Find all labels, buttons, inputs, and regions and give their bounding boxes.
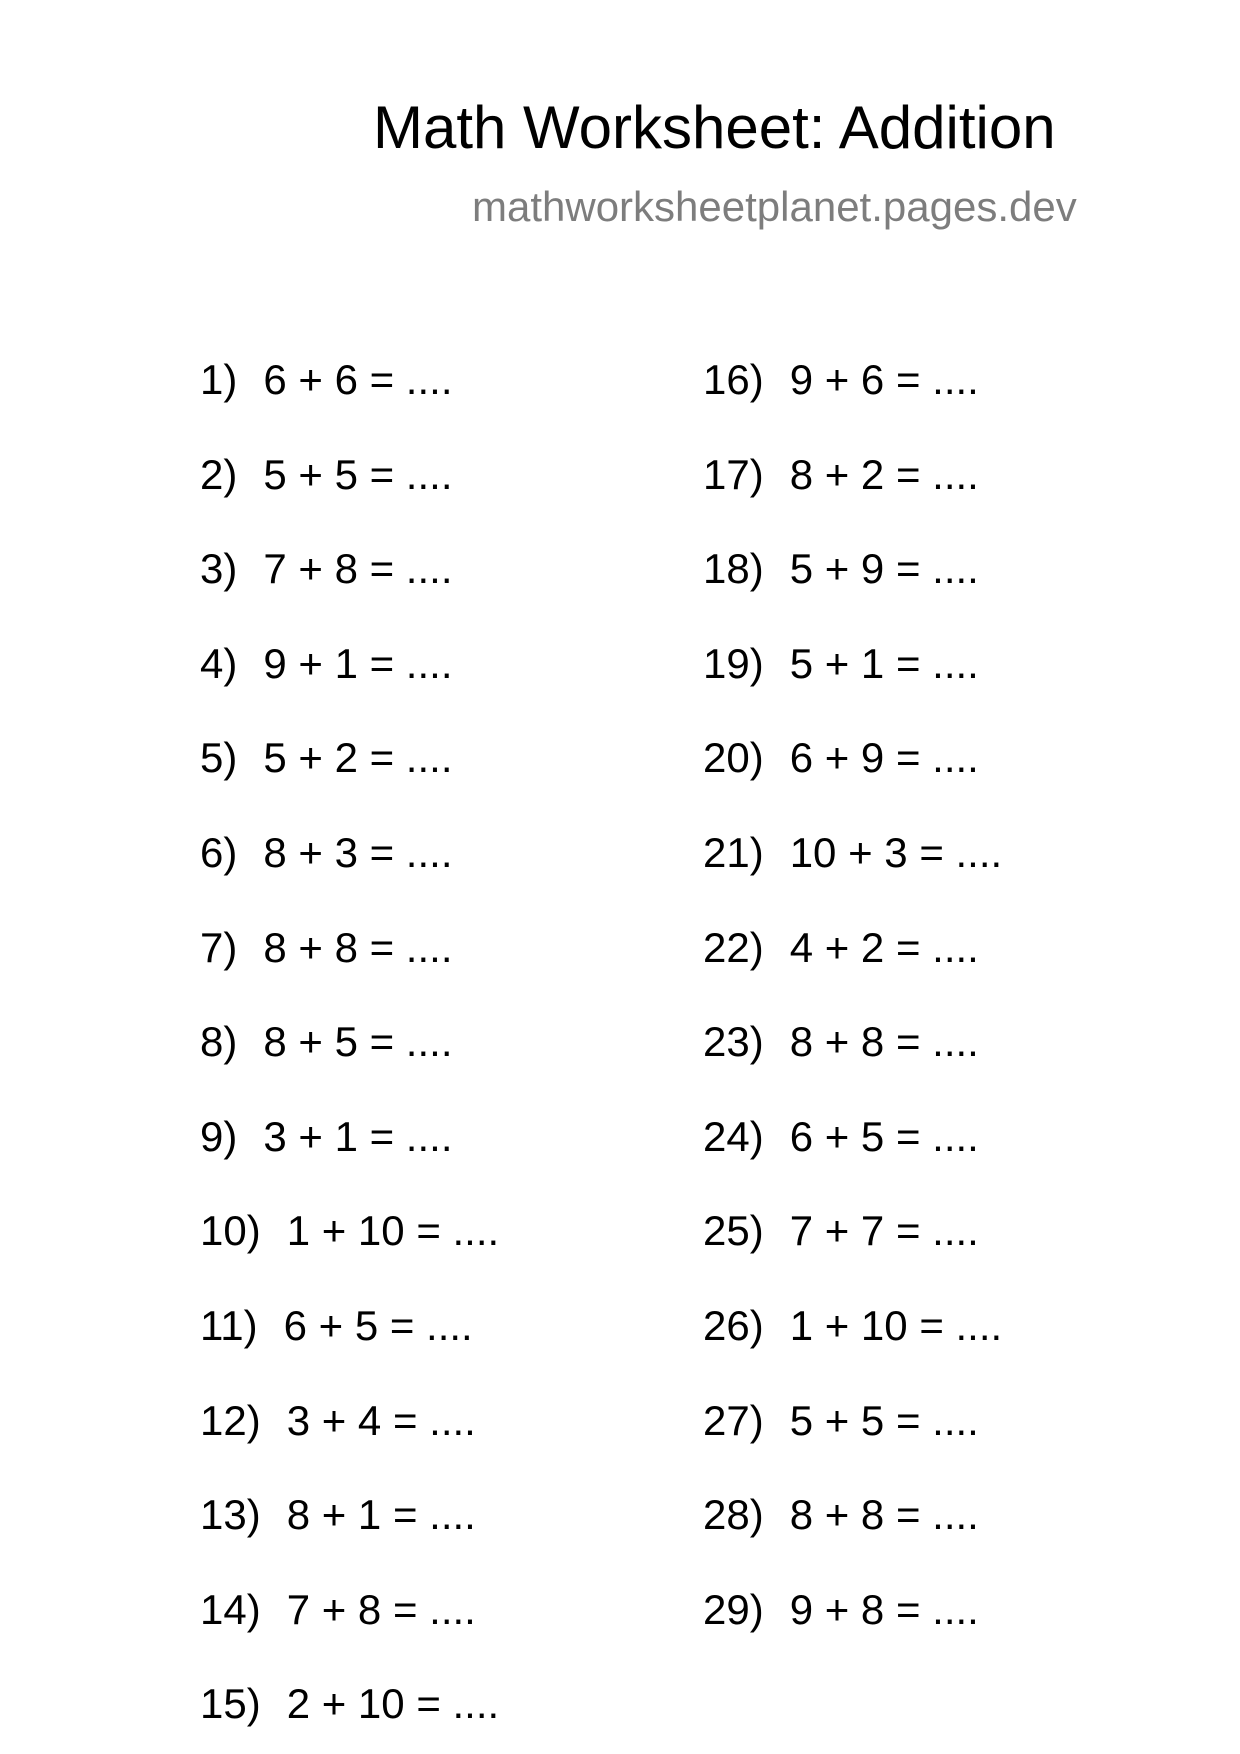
problem-item [703, 544, 979, 594]
problem-expression: 7 + 8 = .... [286, 1585, 476, 1633]
problem-item [703, 1206, 979, 1256]
problem-number: 19) [703, 639, 764, 687]
problem-number: 8) [200, 1018, 238, 1066]
problem-number: 13) [200, 1491, 261, 1539]
problem-number: 24) [703, 1112, 764, 1160]
problem-item [703, 923, 979, 973]
worksheet-title: Math Worksheet: Addition [373, 94, 1056, 161]
problem-expression: 1 + 10 = .... [286, 1207, 500, 1255]
problem-item [703, 1301, 1002, 1351]
problem-expression: 6 + 5 = .... [789, 1112, 979, 1160]
problem-item [703, 1490, 979, 1540]
problem-expression: 1 + 10 = .... [789, 1302, 1003, 1349]
problem-expression: 7 + 7 = .... [789, 1207, 979, 1255]
problem-item [200, 450, 452, 500]
problem-expression: 9 + 8 = .... [789, 1585, 979, 1633]
problem-number: 10) [200, 1207, 261, 1255]
problem-number: 23) [703, 1018, 764, 1066]
problem-number: 5) [200, 734, 238, 782]
problem-item [703, 1585, 979, 1635]
problem-item [200, 355, 452, 405]
problem-number: 20) [703, 734, 764, 782]
problem-item [200, 1396, 476, 1446]
problem-item [703, 450, 979, 500]
problem-item [703, 733, 979, 783]
problem-item [200, 923, 452, 973]
problem-item [703, 828, 1002, 878]
problem-number: 4) [200, 639, 238, 687]
problem-number: 17) [703, 450, 764, 498]
problem-item [703, 1017, 979, 1067]
problem-expression: 9 + 6 = .... [789, 356, 979, 403]
problem-expression: 4 + 2 = .... [789, 923, 979, 971]
problem-number: 25) [703, 1207, 764, 1255]
problem-number: 6) [200, 829, 238, 876]
problem-expression: 5 + 5 = .... [263, 450, 453, 498]
problem-item [200, 1585, 476, 1635]
problem-number: 14) [200, 1585, 261, 1633]
problem-expression: 3 + 4 = .... [286, 1396, 476, 1444]
problem-number: 26) [703, 1302, 764, 1349]
problem-expression: 8 + 8 = .... [789, 1491, 979, 1539]
problem-item [703, 639, 979, 689]
problem-item [703, 355, 979, 405]
problem-item [200, 1206, 499, 1256]
problem-expression: 5 + 1 = .... [789, 639, 979, 687]
problem-number: 15) [200, 1680, 261, 1728]
problem-expression: 3 + 1 = .... [263, 1112, 453, 1160]
problem-number: 2) [200, 450, 238, 498]
problem-expression: 8 + 1 = .... [286, 1491, 476, 1539]
problem-number: 1) [200, 356, 238, 403]
problem-item [200, 1490, 476, 1540]
problem-item [200, 828, 452, 878]
problem-number: 21) [703, 829, 764, 876]
problem-item [200, 1301, 473, 1351]
problem-expression: 8 + 8 = .... [263, 923, 453, 971]
problem-item [200, 1679, 499, 1729]
problem-item [200, 733, 452, 783]
problem-expression: 5 + 2 = .... [263, 734, 453, 782]
problem-expression: 10 + 3 = .... [789, 829, 1003, 876]
problem-item [200, 1112, 452, 1162]
problem-expression: 9 + 1 = .... [263, 639, 453, 687]
problem-number: 28) [703, 1491, 764, 1539]
problem-item [703, 1396, 979, 1446]
problem-item [200, 1017, 452, 1067]
problem-expression: 5 + 5 = .... [789, 1396, 979, 1444]
problem-number: 3) [200, 545, 238, 593]
problem-expression: 8 + 5 = .... [263, 1018, 453, 1066]
problem-number: 29) [703, 1585, 764, 1633]
problem-number: 7) [200, 923, 238, 971]
problem-number: 9) [200, 1112, 238, 1160]
problem-number: 12) [200, 1396, 261, 1444]
problem-expression: 8 + 8 = .... [789, 1018, 979, 1066]
problem-number: 22) [703, 923, 764, 971]
problem-expression: 6 + 9 = .... [789, 734, 979, 782]
problem-expression: 7 + 8 = .... [263, 545, 453, 593]
problem-expression: 5 + 9 = .... [789, 545, 979, 593]
problem-number: 16) [703, 356, 764, 403]
problem-number: 11) [200, 1302, 258, 1349]
problem-expression: 8 + 2 = .... [789, 450, 979, 498]
problem-number: 18) [703, 545, 764, 593]
problem-item [200, 639, 452, 689]
problem-number: 27) [703, 1396, 764, 1444]
problem-expression: 8 + 3 = .... [263, 829, 453, 876]
problem-expression: 6 + 5 = .... [283, 1302, 473, 1349]
problem-expression: 6 + 6 = .... [263, 356, 453, 403]
problem-expression: 2 + 10 = .... [286, 1680, 500, 1728]
website-url: mathworksheetplanet.pages.dev [472, 183, 1077, 230]
problem-item [703, 1112, 979, 1162]
problem-item [200, 544, 452, 594]
